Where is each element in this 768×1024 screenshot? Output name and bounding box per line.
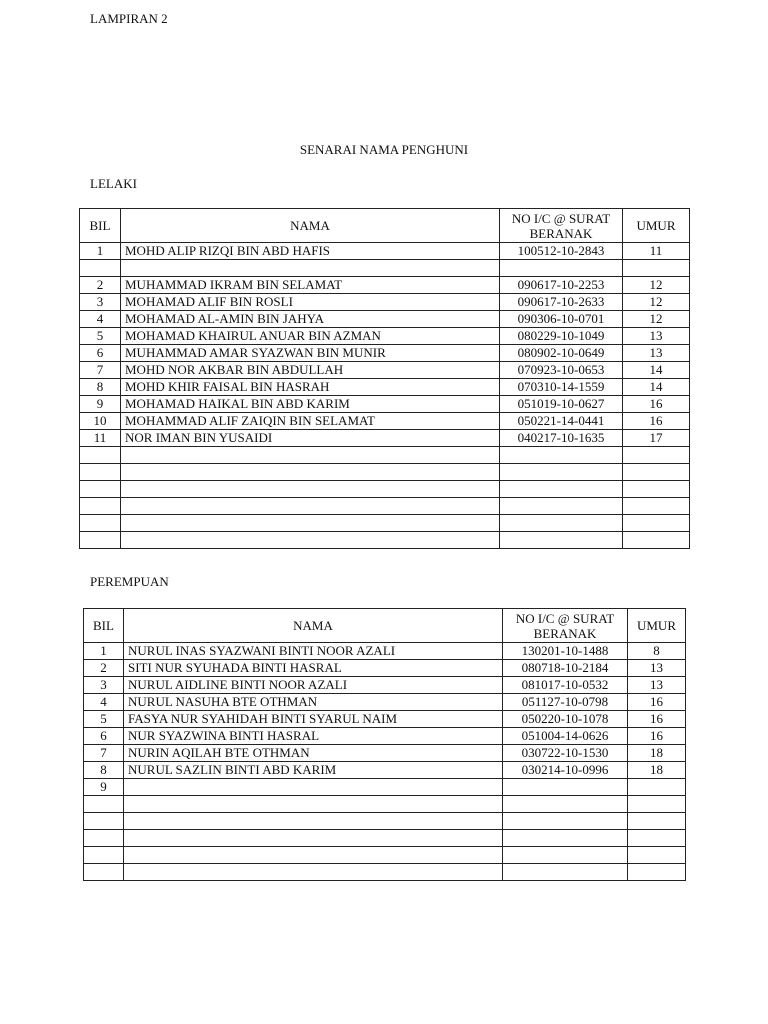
- cell-bil: [80, 481, 121, 498]
- table-row: [84, 796, 686, 813]
- table-row: [84, 660, 686, 677]
- cell-umur: [623, 447, 690, 464]
- cell-umur: [623, 481, 690, 498]
- cell-bil: [80, 515, 121, 532]
- cell-nama: MOHAMAD KHAIRUL ANUAR BIN AZMAN: [121, 328, 500, 345]
- cell-ic: 070923-10-0653: [500, 362, 623, 379]
- header-bil: BIL: [80, 209, 121, 243]
- table-row: [80, 345, 690, 362]
- cell-nama: MOHAMAD AL-AMIN BIN JAHYA: [121, 311, 500, 328]
- cell-umur: [623, 515, 690, 532]
- header-ic: NO I/C @ SURAT BERANAK: [503, 609, 628, 643]
- cell-umur: 17: [623, 430, 690, 447]
- table-row: [80, 515, 690, 532]
- cell-nama: NURUL SAZLIN BINTI ABD KARIM: [124, 762, 503, 779]
- cell-nama: MOHD ALIP RIZQI BIN ABD HAFIS: [121, 243, 500, 260]
- cell-ic: 051019-10-0627: [500, 396, 623, 413]
- male-residents-table: [79, 208, 690, 549]
- cell-bil: 9: [80, 396, 121, 413]
- cell-ic: 100512-10-2843: [500, 243, 623, 260]
- cell-nama: NUR SYAZWINA BINTI HASRAL: [124, 728, 503, 745]
- male-table-body: [80, 243, 690, 549]
- table-row: [80, 532, 690, 549]
- cell-nama: [124, 830, 503, 847]
- cell-umur: 11: [623, 243, 690, 260]
- cell-ic: 040217-10-1635: [500, 430, 623, 447]
- table-row: [84, 711, 686, 728]
- table-row: [80, 362, 690, 379]
- cell-ic: 080229-10-1049: [500, 328, 623, 345]
- cell-bil: 4: [80, 311, 121, 328]
- female-table-body: [84, 643, 686, 881]
- cell-nama: MOHD NOR AKBAR BIN ABDULLAH: [121, 362, 500, 379]
- cell-bil: [84, 864, 124, 881]
- cell-bil: 5: [80, 328, 121, 345]
- table-row: [80, 328, 690, 345]
- cell-nama: [121, 481, 500, 498]
- cell-bil: 5: [84, 711, 124, 728]
- cell-bil: 3: [80, 294, 121, 311]
- cell-bil: 4: [84, 694, 124, 711]
- cell-umur: [628, 779, 686, 796]
- table-row: [84, 830, 686, 847]
- table-row: [84, 643, 686, 660]
- cell-umur: 18: [628, 745, 686, 762]
- cell-nama: [124, 813, 503, 830]
- cell-ic: [500, 498, 623, 515]
- cell-nama: [124, 847, 503, 864]
- table-row: [80, 260, 690, 277]
- cell-ic: 051127-10-0798: [503, 694, 628, 711]
- cell-umur: 13: [628, 660, 686, 677]
- cell-nama: SITI NUR SYUHADA BINTI HASRAL: [124, 660, 503, 677]
- cell-ic: [503, 779, 628, 796]
- cell-bil: [84, 847, 124, 864]
- cell-nama: MUHAMMAD IKRAM BIN SELAMAT: [121, 277, 500, 294]
- cell-umur: [623, 464, 690, 481]
- table-row: [84, 762, 686, 779]
- section-heading-female: PEREMPUAN: [90, 574, 169, 589]
- cell-ic: 050221-14-0441: [500, 413, 623, 430]
- cell-bil: [84, 813, 124, 830]
- cell-nama: [124, 779, 503, 796]
- cell-umur: [623, 498, 690, 515]
- cell-ic: 030722-10-1530: [503, 745, 628, 762]
- cell-nama: [124, 864, 503, 881]
- table-row: [84, 813, 686, 830]
- cell-nama: NURUL AIDLINE BINTI NOOR AZALI: [124, 677, 503, 694]
- cell-bil: [80, 464, 121, 481]
- table-row: [84, 728, 686, 745]
- cell-umur: 13: [623, 345, 690, 362]
- cell-ic: [500, 260, 623, 277]
- cell-umur: 12: [623, 277, 690, 294]
- table-row: [80, 294, 690, 311]
- cell-nama: NURUL INAS SYAZWANI BINTI NOOR AZALI: [124, 643, 503, 660]
- cell-umur: 16: [628, 711, 686, 728]
- cell-nama: [124, 796, 503, 813]
- cell-nama: MOHAMAD ALIF BIN ROSLI: [121, 294, 500, 311]
- cell-nama: MUHAMMAD AMAR SYAZWAN BIN MUNIR: [121, 345, 500, 362]
- cell-nama: MOHAMAD HAIKAL BIN ABD KARIM: [121, 396, 500, 413]
- cell-ic: [500, 532, 623, 549]
- cell-bil: [80, 532, 121, 549]
- cell-ic: 090306-10-0701: [500, 311, 623, 328]
- table-row: [80, 277, 690, 294]
- cell-umur: 13: [623, 328, 690, 345]
- cell-bil: 7: [80, 362, 121, 379]
- cell-umur: 14: [623, 362, 690, 379]
- cell-bil: 7: [84, 745, 124, 762]
- cell-ic: [503, 796, 628, 813]
- cell-umur: 12: [623, 311, 690, 328]
- cell-nama: [121, 260, 500, 277]
- table-row: [80, 396, 690, 413]
- cell-ic: [500, 481, 623, 498]
- cell-nama: [121, 515, 500, 532]
- cell-nama: NURUL NASUHA BTE OTHMAN: [124, 694, 503, 711]
- cell-ic: 090617-10-2633: [500, 294, 623, 311]
- cell-ic: 080902-10-0649: [500, 345, 623, 362]
- table-row: [84, 864, 686, 881]
- header-umur: UMUR: [628, 609, 686, 643]
- cell-bil: 8: [80, 379, 121, 396]
- table-row: [80, 498, 690, 515]
- cell-bil: 8: [84, 762, 124, 779]
- table-row: [84, 745, 686, 762]
- cell-ic: [503, 830, 628, 847]
- table-header-row: [80, 209, 690, 243]
- cell-ic: 051004-14-0626: [503, 728, 628, 745]
- cell-umur: 13: [628, 677, 686, 694]
- table-row: [80, 243, 690, 260]
- cell-umur: 12: [623, 294, 690, 311]
- cell-ic: [500, 515, 623, 532]
- section-heading-male: LELAKI: [90, 176, 137, 191]
- appendix-label: LAMPIRAN 2: [90, 11, 168, 26]
- cell-umur: 8: [628, 643, 686, 660]
- cell-ic: [503, 847, 628, 864]
- cell-bil: 11: [80, 430, 121, 447]
- cell-bil: [80, 498, 121, 515]
- table-row: [84, 694, 686, 711]
- cell-bil: [80, 260, 121, 277]
- cell-ic: [500, 464, 623, 481]
- cell-umur: [628, 813, 686, 830]
- cell-bil: 6: [84, 728, 124, 745]
- cell-ic: [503, 813, 628, 830]
- cell-umur: 16: [623, 396, 690, 413]
- cell-bil: 9: [84, 779, 124, 796]
- cell-ic: [500, 447, 623, 464]
- cell-umur: [628, 796, 686, 813]
- cell-nama: [121, 447, 500, 464]
- header-nama: NAMA: [124, 609, 503, 643]
- cell-umur: [623, 532, 690, 549]
- table-row: [84, 677, 686, 694]
- cell-umur: [628, 864, 686, 881]
- document-title: SENARAI NAMA PENGHUNI: [299, 142, 469, 157]
- table-row: [80, 464, 690, 481]
- table-row: [80, 430, 690, 447]
- cell-nama: MOHD KHIR FAISAL BIN HASRAH: [121, 379, 500, 396]
- cell-umur: 16: [628, 694, 686, 711]
- header-bil: BIL: [84, 609, 124, 643]
- cell-bil: 2: [84, 660, 124, 677]
- cell-bil: 1: [84, 643, 124, 660]
- cell-ic: 050220-10-1078: [503, 711, 628, 728]
- header-ic: NO I/C @ SURAT BERANAK: [500, 209, 623, 243]
- table-row: [80, 311, 690, 328]
- cell-umur: 16: [623, 413, 690, 430]
- cell-bil: 6: [80, 345, 121, 362]
- cell-ic: [503, 864, 628, 881]
- cell-umur: [628, 830, 686, 847]
- cell-ic: 080718-10-2184: [503, 660, 628, 677]
- cell-ic: 081017-10-0532: [503, 677, 628, 694]
- cell-nama: FASYA NUR SYAHIDAH BINTI SYARUL NAIM: [124, 711, 503, 728]
- cell-bil: 2: [80, 277, 121, 294]
- table-row: [80, 447, 690, 464]
- cell-bil: [84, 796, 124, 813]
- cell-nama: NURIN AQILAH BTE OTHMAN: [124, 745, 503, 762]
- cell-ic: 090617-10-2253: [500, 277, 623, 294]
- female-residents-table: [83, 608, 686, 881]
- cell-nama: NOR IMAN BIN YUSAIDI: [121, 430, 500, 447]
- cell-ic: 070310-14-1559: [500, 379, 623, 396]
- cell-bil: [84, 830, 124, 847]
- cell-umur: 16: [628, 728, 686, 745]
- cell-umur: [628, 847, 686, 864]
- cell-ic: 030214-10-0996: [503, 762, 628, 779]
- cell-bil: [80, 447, 121, 464]
- table-row: [80, 481, 690, 498]
- cell-umur: 14: [623, 379, 690, 396]
- table-header-row: [84, 609, 686, 643]
- cell-nama: [121, 498, 500, 515]
- cell-bil: 10: [80, 413, 121, 430]
- cell-bil: 1: [80, 243, 121, 260]
- header-nama: NAMA: [121, 209, 500, 243]
- header-umur: UMUR: [623, 209, 690, 243]
- cell-nama: [121, 532, 500, 549]
- cell-nama: MOHAMMAD ALIF ZAIQIN BIN SELAMAT: [121, 413, 500, 430]
- table-row: [84, 779, 686, 796]
- table-row: [84, 847, 686, 864]
- cell-nama: [121, 464, 500, 481]
- cell-bil: 3: [84, 677, 124, 694]
- table-row: [80, 413, 690, 430]
- cell-umur: 18: [628, 762, 686, 779]
- cell-umur: [623, 260, 690, 277]
- cell-ic: 130201-10-1488: [503, 643, 628, 660]
- table-row: [80, 379, 690, 396]
